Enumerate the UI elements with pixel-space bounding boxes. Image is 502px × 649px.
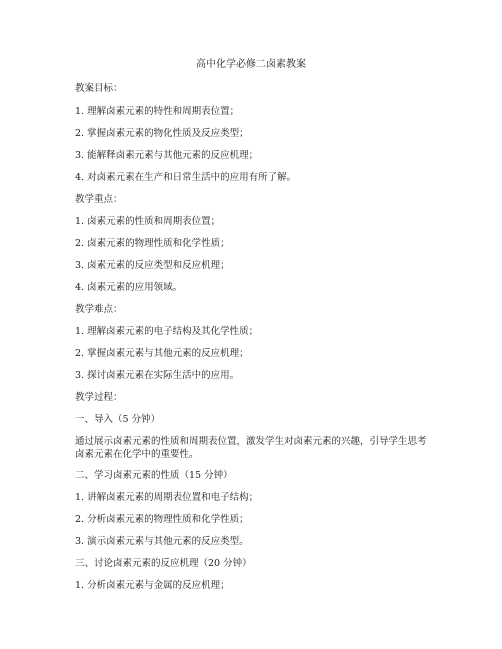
process-step-intro: 一、导入（5 分钟）	[75, 414, 161, 425]
mechanism-item-1: 1. 分析卤素元素与金属的反应机理；	[75, 580, 230, 591]
section-heading-difficulties: 教学难点：	[75, 304, 123, 315]
process-step-properties: 二、学习卤素元素的性质（15 分钟）	[75, 470, 233, 481]
intro-paragraph: 通过展示卤素元素的性质和周期表位置，激发学生对卤素元素的兴趣，引导学生思考卤素元素在化学中的重要性。	[75, 436, 427, 460]
difficulty-item-3: 3. 探讨卤素元素在实际生活中的应用。	[75, 370, 240, 381]
objective-item-2: 2. 掌握卤素元素的物化性质及反应类型；	[75, 128, 249, 139]
objective-item-1: 1. 理解卤素元素的特性和周期表位置；	[75, 106, 240, 117]
difficulty-item-2: 2. 掌握卤素元素与其他元素的反应机理；	[75, 348, 249, 359]
properties-item-1: 1. 讲解卤素元素的周期表位置和电子结构；	[75, 492, 259, 503]
section-heading-key-points: 教学重点：	[75, 194, 123, 205]
key-point-item-2: 2. 卤素元素的物理性质和化学性质；	[75, 238, 230, 249]
difficulty-item-1: 1. 理解卤素元素的电子结构及其化学性质；	[75, 326, 259, 337]
key-point-item-4: 4. 卤素元素的应用领域。	[75, 282, 183, 293]
process-step-mechanism: 三、讨论卤素元素的反应机理（20 分钟）	[75, 558, 252, 569]
properties-item-2: 2. 分析卤素元素的物理性质和化学性质；	[75, 514, 249, 525]
objective-item-3: 3. 能解释卤素元素与其他元素的反应机理；	[75, 150, 259, 161]
document-title: 高中化学必修二卤素教案	[196, 59, 306, 70]
key-point-item-3: 3. 卤素元素的反应类型和反应机理；	[75, 260, 230, 271]
properties-item-3: 3. 演示卤素元素与其他元素的反应类型。	[75, 536, 249, 547]
section-heading-objectives: 教案目标：	[75, 83, 123, 94]
key-point-item-1: 1. 卤素元素的性质和周期表位置；	[75, 216, 221, 227]
section-heading-process: 教学过程：	[75, 392, 123, 403]
objective-item-4: 4. 对卤素元素在生产和日常生活中的应用有所了解。	[75, 172, 297, 183]
